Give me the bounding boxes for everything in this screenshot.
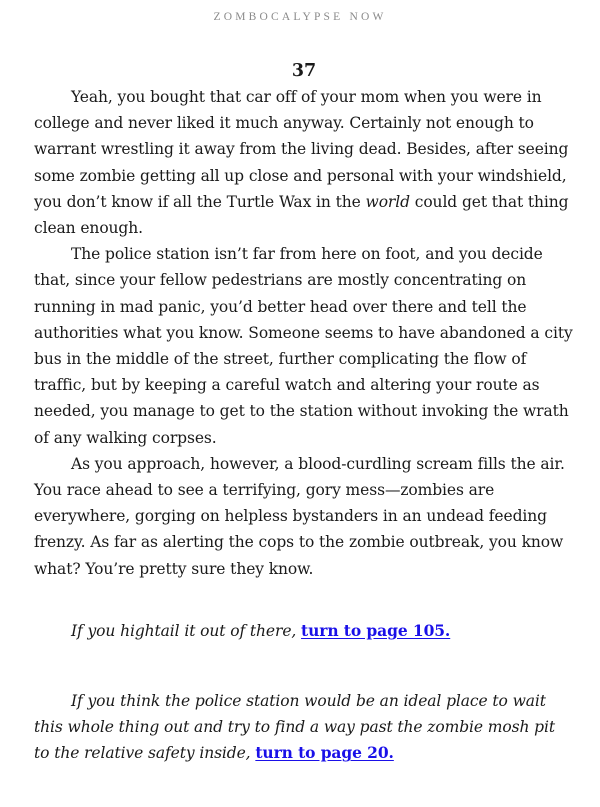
paragraph-car-end: could get that thing clean enough. <box>34 192 569 238</box>
paragraph-car-text: Yeah, you bought that car off of your mom when you were in college and never liked it much anyway. Certainly not enough to warrant wrestling it away from the living dead. Besides, after seeing some zombie getting all up close and personal with your windshield, you don’t know if all the Turtle Wax in the <box>34 88 569 211</box>
page-body <box>34 58 574 767</box>
paragraph-police-station: The police station isn’t far from here on foot, and you decide that, since your fellow pedestrians are mostly concentrating on running in mad panic, you’d better head over there and tell the authorities what you know. Someone seems to have abandoned a city bus in the middle of the street, further complicating the flow of traffic, but by keeping a careful watch and altering your route as needed, you manage to get to the station without invoking the wrath of any walking corpses. <box>34 245 573 447</box>
choice-wait-it-out <box>34 688 574 767</box>
paragraph-car <box>34 84 574 241</box>
page-number: 37 <box>291 61 317 81</box>
paragraph-approach: As you approach, however, a blood-curdling scream fills the air. You race ahead to see a terrifying, gory mess—zombies are everywhere, gorging on helpless bystanders in an undead feeding frenzy. As far as alerting the cops to the zombie outbreak, you know what? You’re pretty sure they know. <box>34 454 565 578</box>
running-header: ZOMBOCALYPSE NOW <box>213 11 387 23</box>
choice-hightail <box>34 618 574 644</box>
choice-hightail-prompt: If you hightail it out of there, <box>71 621 302 640</box>
turn-to-page-105-link[interactable]: turn to page 105. <box>301 620 451 640</box>
turn-to-page-20-link[interactable]: turn to page 20. <box>255 743 394 763</box>
emphasis-world: world <box>365 192 410 211</box>
choice-wait-it-out-prompt: If you think the police station would be an ideal place to wait this whole thing out and try to find a way past the zombie mosh pit to the relative safety inside, <box>34 692 555 763</box>
